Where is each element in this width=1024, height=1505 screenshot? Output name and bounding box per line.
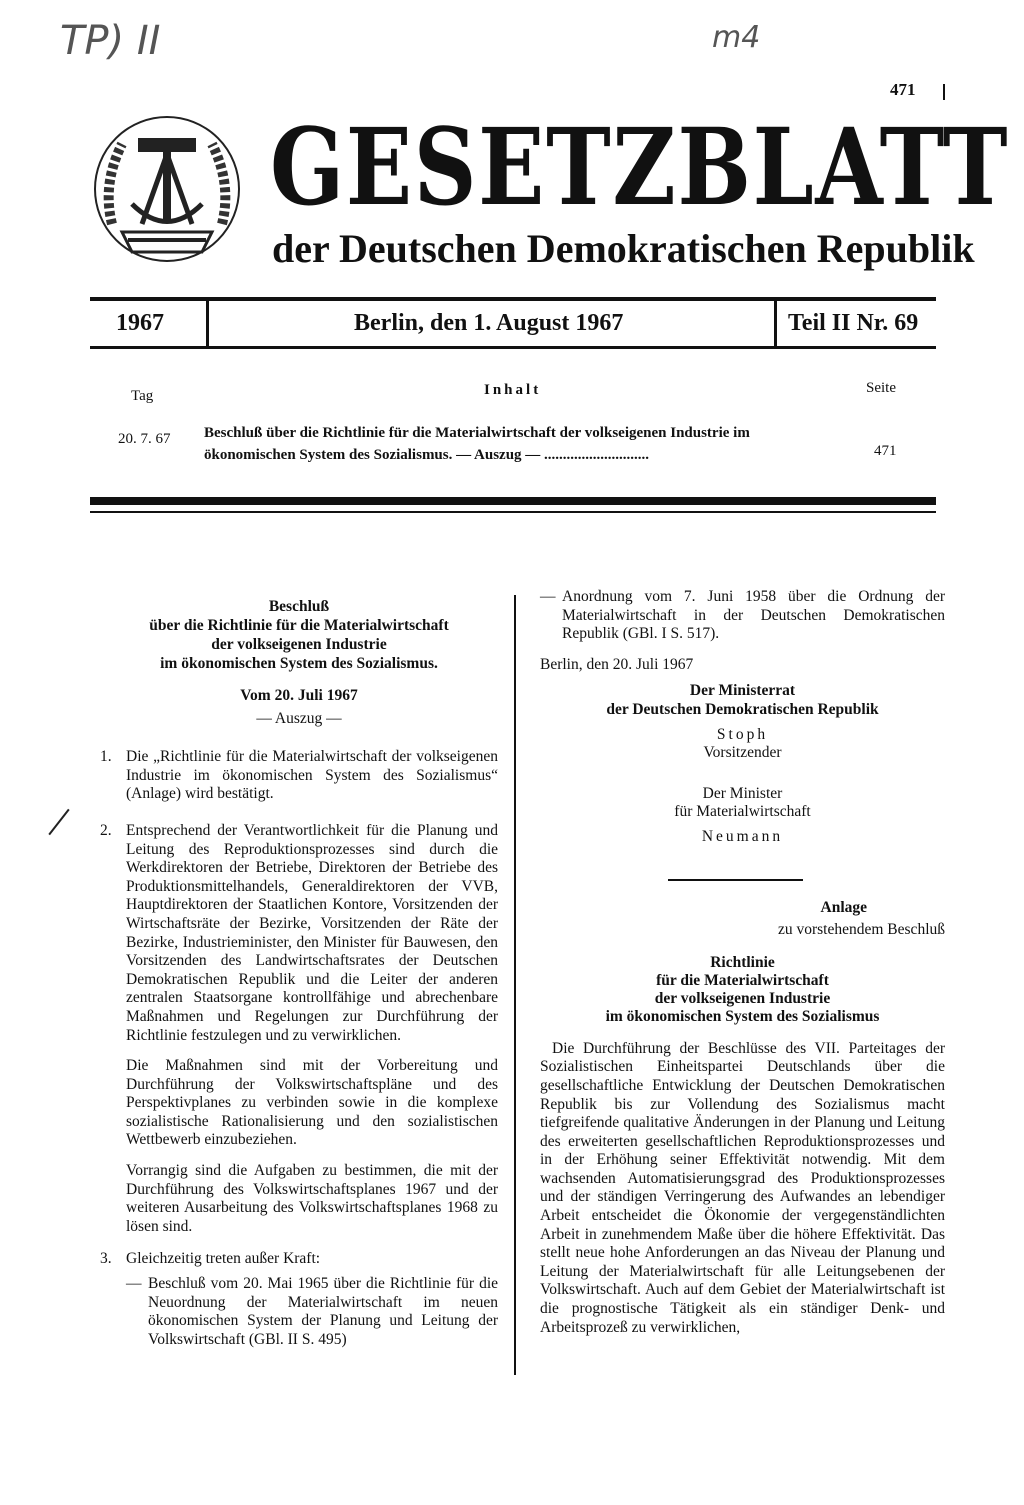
decision-title bbox=[100, 597, 498, 673]
decision-title-line: über die Richtlinie für die Materialwirtschaft bbox=[149, 617, 449, 634]
guideline-line: für die Materialwirtschaft bbox=[656, 971, 829, 989]
repeal-text: Beschluß vom 20. Mai 1965 über die Richtlinie für die Neuordnung der Materialwirtschaft im neuen ökonomischen System der Planung und Leitung der Volkswirtschaft (GBl. II S. 495) bbox=[148, 1275, 498, 1348]
toc-entry-page: 471 bbox=[874, 443, 897, 459]
annex-subtitle: zu vorstehendem Beschluß bbox=[777, 921, 945, 939]
toc-page-header: Seite bbox=[866, 380, 896, 396]
header-rule-top bbox=[90, 297, 936, 301]
dash-bullet: — bbox=[126, 1275, 142, 1293]
guideline-title bbox=[540, 954, 945, 1026]
left-column bbox=[100, 597, 498, 1355]
minister-name: Neumann bbox=[701, 827, 784, 845]
item-number: 2. bbox=[100, 821, 112, 839]
guideline-line: Richtlinie bbox=[710, 953, 775, 971]
issue-date: Berlin, den 1. August 1967 bbox=[354, 310, 624, 336]
header-divider-1 bbox=[206, 299, 209, 347]
signature-rule bbox=[668, 879, 803, 881]
right-column bbox=[540, 588, 945, 1349]
list-item bbox=[100, 822, 498, 1045]
signatory-name: Stoph bbox=[716, 725, 769, 743]
council-line: der Deutschen Demokratischen Republik bbox=[606, 700, 879, 718]
decision-title-line: Beschluß bbox=[268, 598, 330, 615]
issue-part: Teil II Nr. 69 bbox=[788, 310, 919, 336]
guideline-body: Die Durchführung der Beschlüsse des VII. Parteitages der Sozialistischen Einheitspartei Deutschlands über die gesellschaftliche Entwicklung der Deutschen Demokratischen Republik bis zur Vollendung des Sozialismus macht tiefgreifende qualitative Änderungen in der Planung und Leitung des erweiterten gesellschaftlichen Reproduktionsprozesses und in der Erhöhung seiner Effektivität notwendig. Mit dem wachsenden Automatisierungsgrad des Produktionsprozesses und der ständigen Verringerung des Aufwandes an lebendiger Arbeit entscheidet die Ökonomie der vergegenständlichten Arbeit in zunehmendem Maße über die höhere Effektivität. Das stellt neue hohe Anforderungen an das Niveau der Planung und Leitung der Materialwirtschaft für alle Leitungsebenen der Volkswirtschaft. Auch auf dem Gebiet der Materialwirtschaft ist die prognostische Tätigkeit als ein ständiger Denk- und Arbeitsprozeß zu verwirklichen, bbox=[540, 1039, 945, 1336]
guideline-line: der volkseigenen Industrie bbox=[654, 989, 831, 1007]
masthead-subtitle: der Deutschen Demokratischen Republik bbox=[272, 226, 975, 271]
repeal-item bbox=[540, 588, 945, 644]
toc-entry-day: 20. 7. 67 bbox=[118, 431, 171, 447]
signatory-role: Vorsitzender bbox=[703, 744, 782, 762]
column-divider bbox=[514, 595, 516, 1375]
header-rule-bottom bbox=[90, 346, 936, 349]
list-item bbox=[100, 748, 498, 804]
masthead-title: GESETZBLATT bbox=[270, 104, 1010, 229]
minister-title bbox=[540, 785, 945, 822]
margin-mark bbox=[943, 84, 945, 100]
repeal-item bbox=[126, 1275, 498, 1349]
toc-rule-thick bbox=[90, 497, 936, 505]
minister-line: Der Minister bbox=[702, 784, 783, 802]
toc-content-header: Inhalt bbox=[484, 382, 542, 398]
header-divider-2 bbox=[774, 299, 777, 347]
item-text: Entsprechend der Verantwortlichkeit für die Planung und Leitung des Reproduktionsprozesses sind durch die Werkdirektoren der Betriebe, Direktoren der Betriebe des Produktionsmittelhandels, Generaldirektoren der VVB, Hauptdirektoren der Staatlichen Kontore, Vorsitzenden der Wirtschaftsräte der Bezirke, Vorsitzenden der Räte der Bezirke, Industrieminister, den Minister für Bauwesen, den Vorsitzenden des Landwirtschaftsrates der Deutschen Demokratischen Republik und die Leiter der anderen zentralen Staatsorgane kontrollfähige und abrechenbare Maßnahmen und Regelungen zur Durchführung der Richtlinie festzulegen und zu verwirklichen. bbox=[126, 821, 498, 1044]
place-date: Berlin, den 20. Juli 1967 bbox=[540, 655, 694, 673]
decision-excerpt-note: — Auszug — bbox=[256, 709, 342, 727]
handwritten-note-center: m4 bbox=[712, 20, 761, 55]
dash-bullet: — bbox=[540, 588, 556, 605]
state-emblem-icon bbox=[92, 114, 242, 264]
toc-entry-text: Beschluß über die Richtlinie für die Materialwirtschaft der volkseigenen Industrie im ökonomischen System des Sozialismus. — Auszug — ............................ bbox=[204, 425, 750, 463]
item-number: 1. bbox=[100, 748, 112, 766]
paragraph: Vorrangig sind die Aufgaben zu bestimmen, die mit der Durchführung des Volkswirtschaftsplanes 1967 und der weiteren Ausarbeitung des Volkswirtschaftsplanes 1968 zu lösen sind. bbox=[126, 1162, 498, 1235]
item-number: 3. bbox=[100, 1250, 112, 1268]
decision-date: Vom 20. Juli 1967 bbox=[240, 687, 358, 704]
list-item bbox=[100, 1250, 498, 1269]
annex-label: Anlage bbox=[820, 898, 867, 916]
guideline-line: im ökonomischen System des Sozialismus bbox=[605, 1007, 880, 1025]
council-name bbox=[540, 682, 945, 719]
issue-year: 1967 bbox=[116, 310, 164, 336]
paragraph: Die Maßnahmen sind mit der Vorbereitung und Durchführung der Volkswirtschaftspläne und des Perspektivplanes zu verbinden sowie in die komplexe sozialistische Rationalisierung und den sozialistischen Wettbewerb einzubeziehen. bbox=[126, 1057, 498, 1149]
item-text: Gleichzeitig treten außer Kraft: bbox=[126, 1250, 321, 1268]
margin-slash-mark bbox=[48, 809, 69, 835]
handwritten-note-left: TP) II bbox=[60, 18, 161, 64]
decision-title-line: der volkseigenen Industrie bbox=[211, 636, 387, 653]
decision-title-line: im ökonomischen System des Sozialismus. bbox=[160, 655, 438, 672]
toc-rule-thin bbox=[90, 511, 936, 513]
council-line: Der Ministerrat bbox=[689, 682, 796, 700]
item-text: Die „Richtlinie für die Materialwirtschaft der volkseigenen Industrie im ökonomischen System des Sozialismus“ (Anlage) wird bestätigt. bbox=[126, 748, 498, 803]
toc-day-header: Tag bbox=[131, 388, 154, 404]
repeal-text: Anordnung vom 7. Juni 1958 über die Ordnung der Materialwirtschaft in der Deutschen Demokratischen Republik (GBl. I S. 517). bbox=[562, 588, 945, 643]
page-number: 471 bbox=[890, 80, 916, 99]
minister-line: für Materialwirtschaft bbox=[674, 803, 811, 821]
